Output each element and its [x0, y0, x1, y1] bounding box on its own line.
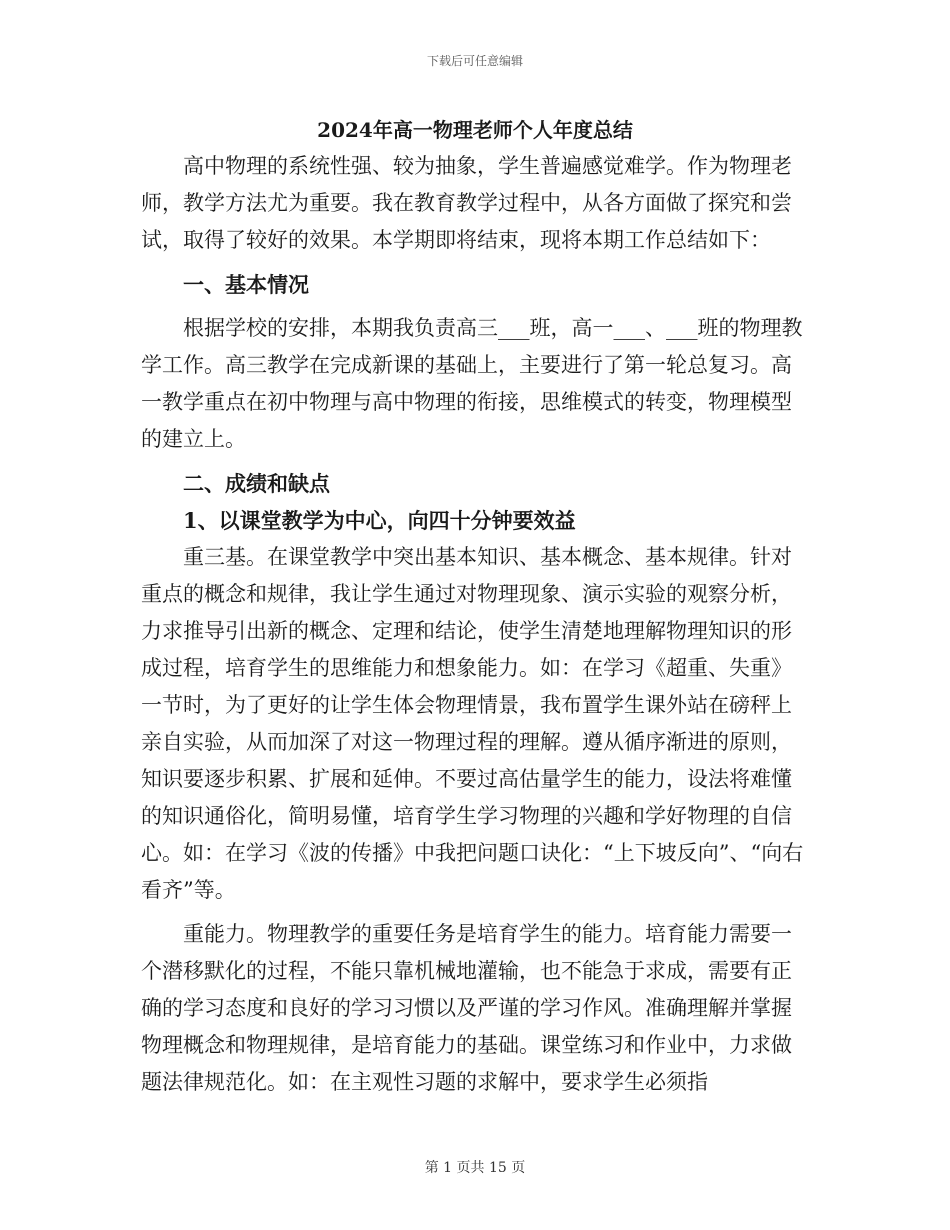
three-basics-paragraph: 重三基。在课堂教学中突出基本知识、基本概念、基本规律。针对重点的概念和规律，我让学生通过对物理现象、演示实验的观察分析，力求推导引出新的概念、定理和结论，使学生清楚地理解物理知识的形成过程，培育学生的思维能力和想象能力。如：在学习《超重、失重》一节时，为了更好的让学生体会物理情景，我布置学生课外站在磅秤上亲自实验，从而加深了对这一物理过程的理解。遵从循序渐进的原则，知识要逐步积累、扩展和延伸。不要过高估量学生的能力，设法将难懂的知识通俗化，简明易懂，培育学生学习物理的兴趣和学好物理的自信心。如：在学习《波的传播》中我把问题口诀化：“上下坡反向”、“向右看齐”等。 [141, 545, 804, 902]
section-heading-results: 二、成绩和缺点 [183, 471, 330, 496]
document-body [141, 148, 809, 1101]
subsection-heading-classroom: 1、以课堂教学为中心，向四十分钟要效益 [183, 508, 576, 533]
document-title: 2024年高一物理老师个人年度总结 [317, 118, 633, 142]
basic-situation-paragraph: 根据学校的安排，本期我负责高三___班，高一___、___班的物理教学工作。高三教学在完成新课的基础上，主要进行了第一轮总复习。高一教学重点在初中物理与高中物理的衔接，思维模式的转变，物理模型的建立上。 [141, 316, 803, 451]
ability-paragraph: 重能力。物理教学的重要任务是培育学生的能力。培育能力需要一个潜移默化的过程，不能只靠机械地灌输，也不能急于求成，需要有正确的学习态度和良好的学习习惯以及严谨的学习作风。准确理解并掌握物理概念和物理规律，是培育能力的基础。课堂练习和作业中，力求做题法律规范化。如：在主观性习题的求解中，要求学生必须指 [141, 922, 792, 1094]
download-note: 下载后可任意编辑 [426, 54, 523, 68]
page-footer: 第 1 页共 15 页 [424, 1160, 526, 1176]
section-heading-basic-situation: 一、基本情况 [183, 272, 309, 297]
intro-paragraph: 高中物理的系统性强、较为抽象，学生普遍感觉难学。作为物理老师，教学方法尤为重要。我在教育教学过程中，从各方面做了探究和尝试，取得了较好的效果。本学期即将结束，现将本期工作总结如下： [141, 154, 792, 252]
